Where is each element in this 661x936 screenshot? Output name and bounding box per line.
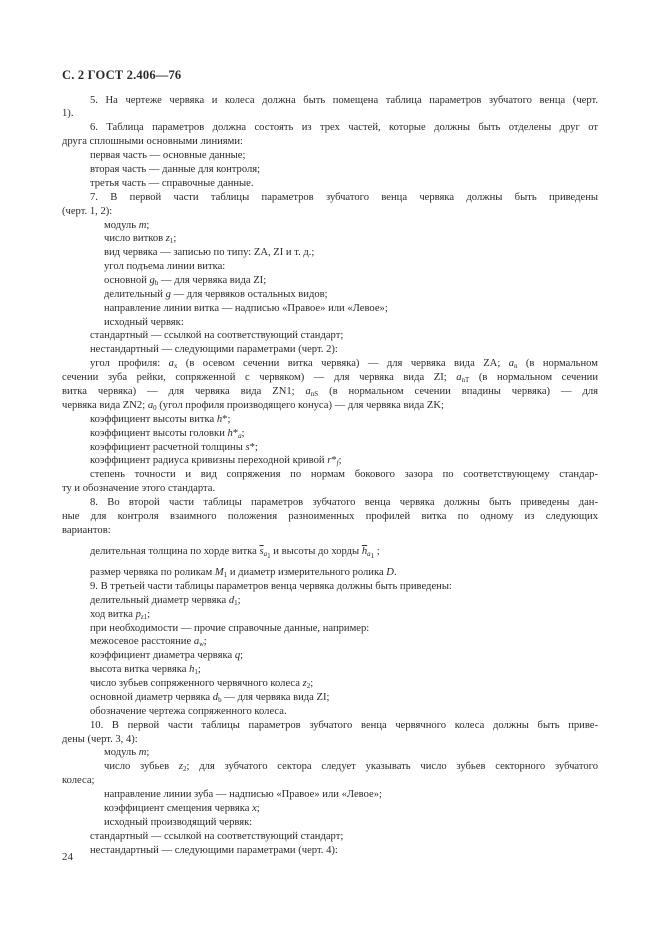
text-line: делительная толщина по хорде витка $\overline{s}_{a_1}$ и высоты до хорды $\overline{h}_{a_1}$ ; [90, 546, 380, 560]
text-line: витка червяка) — для червяка вида ZN1; $a_{nS}$ (в нормальном сечении впадины червяка) — для [62, 386, 598, 398]
text-line: 10. В первой части таблицы параметров зубчатого венца червячного колеса должны быть приве- [90, 720, 598, 731]
text-line: 8. Во второй части таблицы параметров зубчатого венца червяка должны быть приведены дан- [90, 497, 598, 508]
text-line: стандартный — ссылкой на соответствующий стандарт; [90, 831, 344, 842]
text-line: межосевое расстояние $a_w$; [90, 636, 207, 648]
text-line: 9. В третьей части таблицы параметров венца червяка должны быть приведены: [90, 581, 452, 592]
text-line: вариантов: [62, 525, 111, 536]
text-line: угол профиля: $a_x$ (в осевом сечении витка червяка) — для червяка вида ZA; $a_n$ (в нормальном [90, 358, 598, 370]
text-line: ту и обозначение этого стандарта. [62, 483, 216, 494]
text-line: сечении зуба рейки, сопряженной с червяком) — для червяка вида ZI; $a_{nT}$ (в нормальном сечении [62, 372, 598, 384]
text-line: число зубьев $z_2$; для зубчатого сектора следует указывать число зубьев секторного зубчатого [104, 761, 598, 773]
text-line: ход витка $p_{z1}$; [90, 609, 151, 621]
text-line: стандартный — ссылкой на соответствующий стандарт; [90, 330, 344, 341]
text-line: колеса; [62, 775, 95, 786]
page-number: 24 [62, 851, 73, 863]
text-line: первая часть — основные данные; [90, 150, 246, 161]
text-line: модуль m; [104, 220, 150, 231]
text-line: при необходимости — прочие справочные данные, например: [90, 623, 370, 634]
text-line: 5. На чертеже червяка и колеса должна быть помещена таблица параметров зубчатого венца (черт. [90, 95, 598, 106]
text-line: обозначение чертежа сопряженного колеса. [90, 706, 287, 717]
text-line: вторая часть — данные для контроля; [90, 164, 261, 175]
text-line: модуль m; [104, 747, 150, 758]
text-line: высота витка червяка $h_1$; [90, 664, 201, 676]
text-line: ные для контроля взаимного положения разноименных профилей витка по одному из следующих [62, 511, 598, 522]
text-line: третья часть — справочные данные. [90, 178, 254, 189]
text-line: 7. В первой части таблицы параметров зубчатого венца червяка должны быть приведены [90, 192, 598, 203]
text-line: делительный g — для червяков остальных видов; [104, 289, 328, 300]
text-line: друга сплошными основными линиями: [62, 136, 243, 147]
text-line: нестандартный — следующими параметрами (черт. 2): [90, 344, 338, 355]
text-line: число зубьев сопряженного червячного колеса $z_2$; [90, 678, 314, 690]
text-line: основной $g_b$ — для червяка вида ZI; [104, 275, 267, 287]
text-line: исходный червяк: [104, 317, 184, 328]
text-line: степень точности и вид сопряжения по нормам бокового зазора по соответствующему стандар- [90, 469, 598, 480]
text-line: 1). [62, 108, 74, 119]
text-line: направление линии витка — надписью «Правое» или «Левое»; [104, 303, 388, 314]
text-line: вид червяка — записью по типу: ZA, ZI и т. д.; [104, 247, 315, 258]
text-line: направление линии зуба — надписью «Правое» или «Левое»; [104, 789, 382, 800]
text-line: червяка вида ZN2; $a_0$ (угол профиля производящего конуса) — для червяка вида ZK; [62, 400, 444, 412]
text-line: коэффициент диаметра червяка q; [90, 650, 244, 661]
text-line: коэффициент смещения червяка x; [104, 803, 260, 814]
text-line: (черт. 1, 2): [62, 206, 113, 217]
text-line: 6. Таблица параметров должна состоять из трех частей, которые должны быть отделены друг от [90, 122, 598, 133]
text-line: коэффициент расчетной толщины s*; [90, 442, 258, 453]
text-line: коэффициент радиуса кривизны переходной кривой $r*_f$; [90, 455, 342, 467]
text-line: нестандартный — следующими параметрами (черт. 4): [90, 845, 338, 856]
text-line: делительный диаметр червяка $d_1$; [90, 595, 241, 607]
text-line: коэффициент высоты витка h*; [90, 414, 231, 425]
page-header: С. 2 ГОСТ 2.406—76 [62, 68, 182, 82]
text-line: коэффициент высоты головки $h*_a$; [90, 428, 245, 440]
text-line: размер червяка по роликам $M_1$ и диаметр измерительного ролика D. [90, 567, 397, 579]
text-line: угол подъема линии витка: [104, 261, 226, 272]
text-line: число витков $z_1$; [104, 233, 177, 245]
text-line: дены (черт. 3, 4): [62, 734, 138, 745]
text-line: исходный производящий червяк: [104, 817, 253, 828]
text-line: основной диаметр червяка $d_b$ — для червяка вида ZI; [90, 692, 330, 704]
